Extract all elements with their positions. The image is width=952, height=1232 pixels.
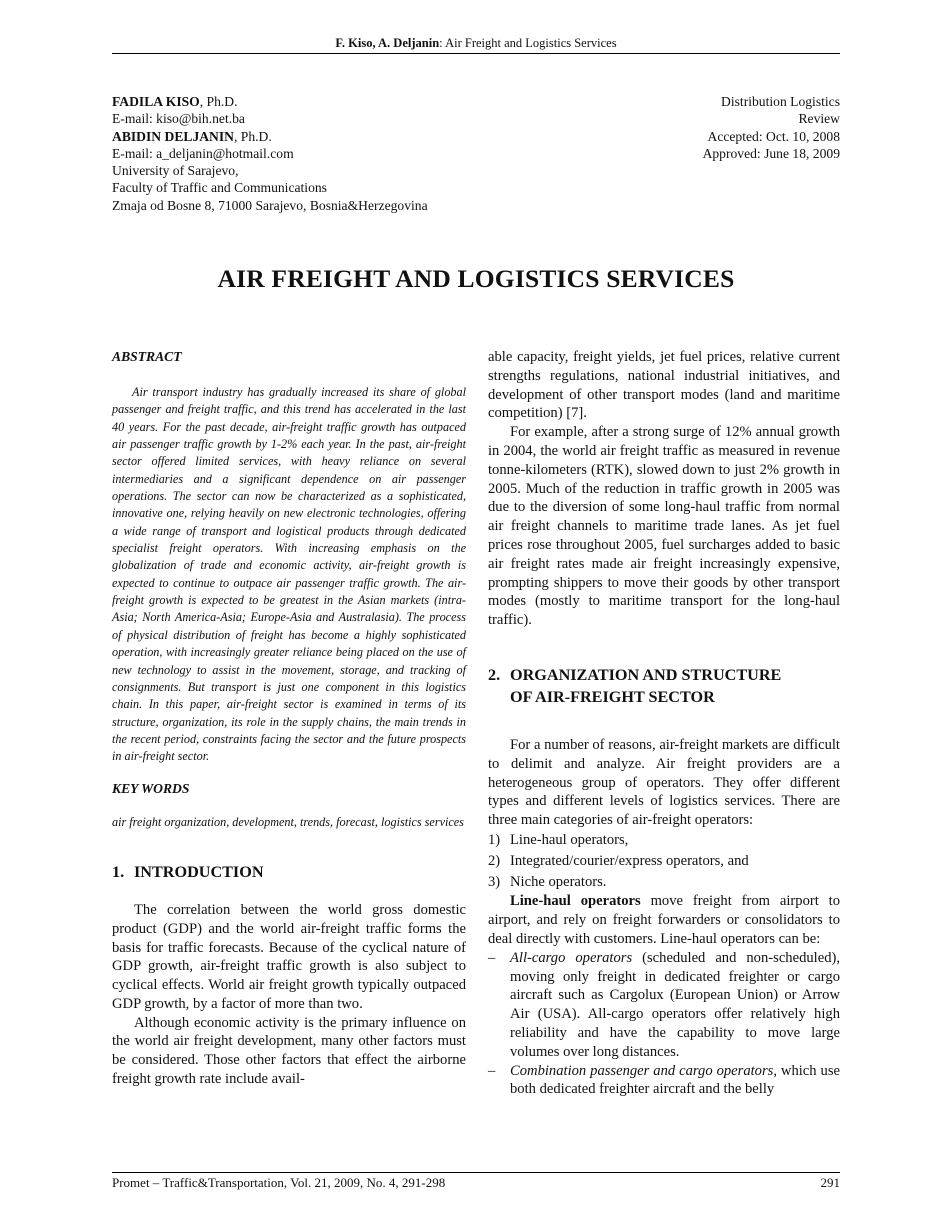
left-column xyxy=(112,348,466,1089)
operator-categories-list xyxy=(488,830,840,892)
affiliation-address: Zmaja od Bosne 8, 71000 Sarajevo, Bosnia&Herzegovina xyxy=(112,197,428,213)
section2-heading xyxy=(488,664,840,708)
author2-name: ABIDIN DELJANIN xyxy=(112,128,234,144)
page-number: 291 xyxy=(820,1175,840,1190)
section2-paragraph-1: For a number of reasons, air-freight markets are difficult to delimit and analyze. Air freight providers are a heterogeneous group of operators. They offer different types and different levels of logistics services. There are three main categories of air-freight operators: xyxy=(488,736,840,829)
section1-title: INTRODUCTION xyxy=(134,862,264,881)
section1-paragraph-2: Although economic activity is the primary influence on the world air freight development, many other factors must be considered. Those other factors that effect the airborne freight growth rate include avail- xyxy=(112,1014,466,1088)
footer-rule xyxy=(112,1172,840,1173)
meta-accepted: Accepted: Oct. 10, 2008 xyxy=(707,128,840,144)
line-haul-term: Line-haul operators xyxy=(510,893,641,910)
header-rule xyxy=(112,53,840,54)
section1-heading xyxy=(112,861,466,883)
article-meta xyxy=(560,93,840,162)
keywords-text: air freight organization, development, trends, forecast, logistics services xyxy=(112,814,464,829)
keywords-heading: KEY WORDS xyxy=(112,780,190,796)
section2-number: 2. xyxy=(488,665,501,684)
journal-citation: Promet – Traffic&Transportation, Vol. 21, 2009, No. 4, 291-298 xyxy=(112,1175,446,1190)
section2-paragraph-2: Line-haul operators move freight from airport to airport, and rely on freight forwarders or consolidators to deal directly with customers. Line-haul operators can be: xyxy=(488,893,841,947)
line-haul-types-list xyxy=(488,949,840,1099)
running-header-title: Air Freight and Logistics Services xyxy=(445,36,617,50)
combination-term: Combination passenger and cargo operators xyxy=(510,1062,774,1079)
list-item: 3) Niche operators. xyxy=(488,873,607,890)
author1-email: E-mail: kiso@bih.net.ba xyxy=(112,111,245,127)
abstract-heading: ABSTRACT xyxy=(112,349,182,364)
running-header xyxy=(112,36,840,51)
meta-type: Review xyxy=(798,111,840,127)
affiliation-faculty: Faculty of Traffic and Communications xyxy=(112,180,327,196)
author2-email: E-mail: a_deljanin@hotmail.com xyxy=(112,145,294,161)
running-header-separator: : xyxy=(439,36,446,50)
affiliation-university: University of Sarajevo, xyxy=(112,163,239,179)
meta-approved: Approved: June 18, 2009 xyxy=(702,145,840,161)
author2-degree: , Ph.D. xyxy=(234,128,272,144)
right-column xyxy=(488,348,840,1099)
section1-number: 1. xyxy=(112,862,125,881)
section1-paragraph-2-continued: able capacity, freight yields, jet fuel prices, relative current strengths regulations, national industrial initiatives, and development of other transport modes (land and maritime competition) [7]. xyxy=(488,349,840,422)
author1-degree: , Ph.D. xyxy=(199,94,238,109)
running-header-authors: F. Kiso, A. Deljanin xyxy=(335,36,440,50)
list-item: 1) Line-haul operators, xyxy=(488,831,629,848)
paper-title: AIR FREIGHT AND LOGISTICS SERVICES xyxy=(217,264,735,293)
meta-section: Distribution Logistics xyxy=(721,94,840,109)
list-item: – All-cargo operators (scheduled and non-scheduled), moving only freight in dedicated freighter or cargo aircraft such as Cargolux (European Union) or Arrow Air (USA). All-cargo operators offer relatively high reliability and have the capability to move large volumes over long distances. xyxy=(488,949,841,1060)
section2-title-line2: OF AIR-FREIGHT SECTOR xyxy=(510,687,715,706)
section1-paragraph-1: The correlation between the world gross domestic product (GDP) and the world air-freight traffic forms the basis for traffic forecasts. Because of the cyclical nature of GDP growth, air-freight traffic growth is also subject to cyclical effects. World air freight growth typically outpaced GDP growth, by a factor of more than two. xyxy=(112,901,466,1012)
authors-block xyxy=(112,93,532,214)
author1-name: FADILA KISO xyxy=(112,94,200,109)
section1-paragraph-3: For example, after a strong surge of 12% annual growth in 2004, the world air freight traffic as measured in revenue tonne-kilometers (RTK), slowed down to just 2% growth in 2005. Much of the reduction in traffic growth in 2005 was due to the diversion of some long-haul traffic from normal air freight channels to maritime trade lanes. As jet fuel prices rose throughout 2005, fuel surcharges added to basic air freight rates made air freight increasingly expensive, prompting shippers to move their goods by other transport modes (mostly to maritime transport for the long-haul traffic). xyxy=(488,424,840,629)
all-cargo-term: All-cargo operators xyxy=(510,949,633,966)
section2-title-line1: ORGANIZATION AND STRUCTURE xyxy=(510,665,782,684)
abstract-text: Air transport industry has gradually increased its share of global passenger and freight traffic, and this trend has accelerated in the last 40 years. For the past decade, air-freight traffic growth has outpaced air passenger traffic growth by 1-2% each year. In the past, air-freight sector offered limited services, with heavy reliance on several intermediaries and a significant dependence on air passenger operations. The sector can now be characterized as a sophisticated, innovative one, relying heavily on new electronic technologies, offering a wide range of transport and logistical products through dedicated specialist freight operators. With increasing emphasis on the globalization of trade and economic activity, air-freight growth is expected to continue to outpace air passenger traffic growth. The air-freight growth is expected to be greatest in the Asian markets (intra-Asia; North America-Asia; Europe-Asia and Australasia). The process of physical distribution of freight has become a highly sophisticated operation, with increasingly greater reliance being placed on the use of new technology to assist in the movement, storage, and tracking of consignments. But transport is just one component in this logistics chain. In this paper, air-freight sector is examined in terms of its structure, organization, its role in the supply chains, the main trends in the recent period, constraints facing the sector and the future prospects in air-freight sector. xyxy=(112,385,466,764)
list-item: 2) Integrated/courier/express operators, and xyxy=(488,852,749,869)
list-item: – Combination passenger and cargo operators, which use both dedicated freighter aircraft and the belly xyxy=(488,1062,840,1098)
